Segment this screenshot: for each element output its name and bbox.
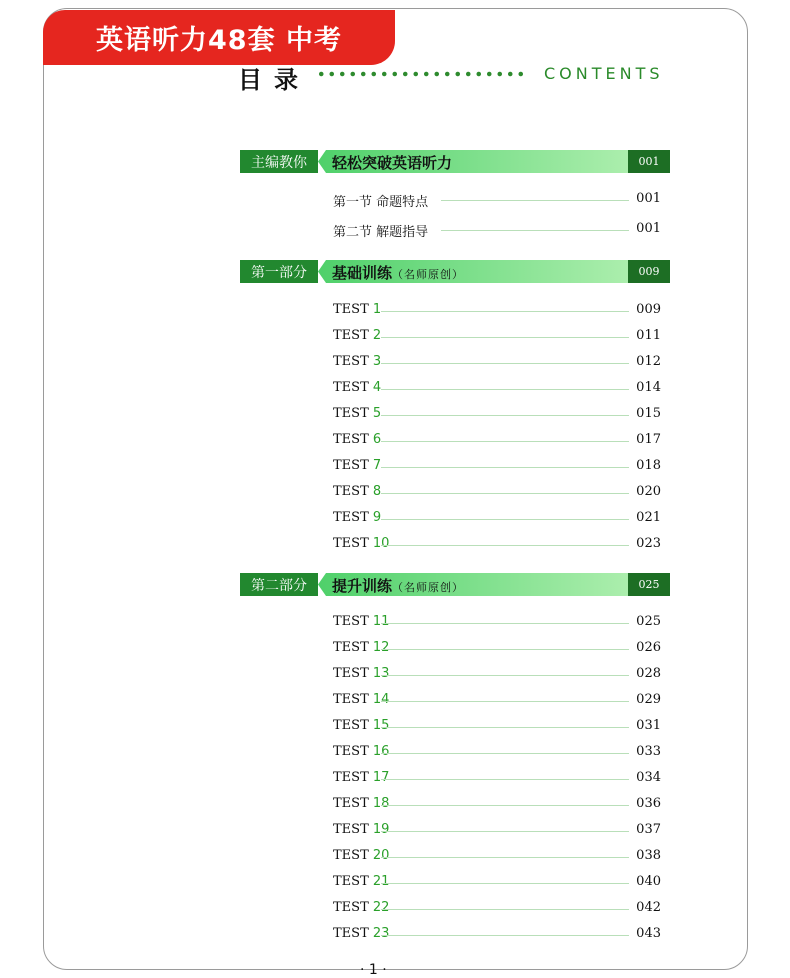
section-title-text: 提升训练 (332, 577, 393, 595)
section-header[interactable] (240, 260, 668, 283)
entry-page-number: 009 (636, 302, 661, 317)
entry-page-number: 011 (636, 328, 661, 343)
toc-title: 目录 (238, 66, 310, 94)
section-title (332, 152, 452, 173)
entry-test-number: 8 (372, 484, 382, 499)
entry-test-number: 12 (372, 640, 390, 655)
entry-label-text: TEST (333, 900, 369, 915)
entry-leader-line (381, 805, 629, 806)
entry-label (333, 484, 381, 499)
entry-page-number: 028 (636, 666, 661, 681)
entry-test-number: 7 (372, 458, 382, 473)
entry-leader-line (381, 935, 629, 936)
entry-test-number: 23 (372, 926, 390, 941)
entry-page-number: 026 (636, 640, 661, 655)
toc-entry[interactable] (333, 926, 661, 944)
entry-label-text: TEST (333, 536, 369, 551)
entry-label-text: TEST (333, 510, 369, 525)
entry-test-number: 18 (372, 796, 390, 811)
entry-test-number: 5 (372, 406, 382, 421)
entry-label-text: TEST (333, 380, 369, 395)
entry-leader-line (381, 883, 629, 884)
entry-page-number: 020 (636, 484, 661, 499)
section-title (332, 262, 464, 283)
entry-label (333, 640, 389, 655)
entry-leader-line (381, 649, 629, 650)
entry-page-number: 034 (636, 770, 661, 785)
entry-leader-line (381, 363, 629, 364)
entry-test-number: 22 (372, 900, 390, 915)
entry-leader-line (381, 467, 629, 468)
entry-label (333, 666, 389, 681)
entry-test-number: 16 (372, 744, 390, 759)
section-page-number: 001 (628, 150, 670, 173)
entry-label-text: TEST (333, 432, 369, 447)
toc-entry[interactable] (333, 302, 661, 320)
entry-label-text: TEST (333, 692, 369, 707)
entry-test-number: 6 (372, 432, 382, 447)
entry-leader-line (381, 519, 629, 520)
entry-test-number: 17 (372, 770, 390, 785)
entry-test-number: 20 (372, 848, 390, 863)
toc-entry[interactable] (333, 510, 661, 528)
toc-entry[interactable] (333, 900, 661, 918)
entry-page-number: 025 (636, 614, 661, 629)
toc-entry[interactable] (333, 328, 661, 346)
entry-label-text: TEST (333, 718, 369, 733)
entry-leader-line (441, 230, 629, 231)
entry-label (333, 302, 381, 317)
entry-label-text: TEST (333, 484, 369, 499)
entry-label (333, 874, 389, 889)
entry-leader-line (381, 831, 629, 832)
entry-label (333, 536, 389, 551)
entry-leader-line (381, 779, 629, 780)
toc-entry[interactable] (333, 432, 661, 450)
entry-label-text: TEST (333, 874, 369, 889)
entry-test-number: 14 (372, 692, 390, 707)
section-title (332, 575, 464, 596)
entry-test-number: 2 (372, 328, 382, 343)
toc-entry[interactable] (333, 536, 661, 554)
entry-label (333, 718, 389, 733)
toc-entry[interactable] (333, 692, 661, 710)
toc-entry[interactable] (333, 796, 661, 814)
section-title-text: 基础训练 (332, 264, 393, 282)
section-tag: 主编教你 (240, 150, 318, 173)
toc-entry[interactable] (333, 848, 661, 866)
entry-page-number: 042 (636, 900, 661, 915)
entry-label (333, 221, 428, 240)
entry-test-number: 21 (372, 874, 390, 889)
entry-test-number: 1 (372, 302, 382, 317)
section-tag: 第一部分 (240, 260, 318, 283)
entry-leader-line (381, 701, 629, 702)
entry-page-number: 021 (636, 510, 661, 525)
entry-label (333, 926, 389, 941)
entry-leader-line (381, 857, 629, 858)
toc-entry[interactable] (333, 640, 661, 658)
section-note: （名师原创） (392, 268, 465, 281)
entry-label (333, 510, 381, 525)
title-dot-leader (316, 67, 528, 81)
entry-label-text: TEST (333, 458, 369, 473)
entry-leader-line (381, 311, 629, 312)
entry-label (333, 458, 381, 473)
entry-label-text: 第一节 命题特点 (333, 195, 429, 210)
section-title-text: 轻松突破英语听力 (332, 154, 453, 172)
entry-label-text: TEST (333, 666, 369, 681)
toc-entry[interactable] (333, 874, 661, 892)
banner-text: 英语听力48套 中考 (96, 25, 342, 56)
entry-label-text: TEST (333, 770, 369, 785)
entry-leader-line (381, 623, 629, 624)
entry-test-number: 4 (372, 380, 382, 395)
entry-label-text: TEST (333, 302, 369, 317)
entry-leader-line (441, 200, 629, 201)
entry-label (333, 328, 381, 343)
section-page-number: 025 (628, 573, 670, 596)
section-page-number: 009 (628, 260, 670, 283)
entry-page-number: 031 (636, 718, 661, 733)
entry-label-text: TEST (333, 848, 369, 863)
entry-page-number: 018 (636, 458, 661, 473)
entry-leader-line (381, 675, 629, 676)
entry-test-number: 19 (372, 822, 390, 837)
entry-page-number: 015 (636, 406, 661, 421)
entry-label-text: TEST (333, 406, 369, 421)
entry-leader-line (381, 441, 629, 442)
entry-page-number: 001 (636, 221, 661, 236)
entry-label (333, 191, 428, 210)
entry-test-number: 15 (372, 718, 390, 733)
entry-leader-line (381, 727, 629, 728)
entry-label-text: TEST (333, 744, 369, 759)
entry-test-number: 3 (372, 354, 382, 369)
entry-label-text: TEST (333, 796, 369, 811)
toc-entry[interactable] (333, 484, 661, 502)
entry-label (333, 380, 381, 395)
entry-leader-line (381, 337, 629, 338)
entry-page-number: 023 (636, 536, 661, 551)
entry-page-number: 043 (636, 926, 661, 941)
page-number: · 1 · (360, 962, 387, 978)
entry-label (333, 796, 389, 811)
entry-label (333, 692, 389, 707)
entry-label-text: TEST (333, 822, 369, 837)
entry-page-number: 017 (636, 432, 661, 447)
entry-leader-line (381, 493, 629, 494)
entry-page-number: 040 (636, 874, 661, 889)
entry-leader-line (381, 909, 629, 910)
entry-page-number: 014 (636, 380, 661, 395)
entry-page-number: 038 (636, 848, 661, 863)
entry-label (333, 432, 381, 447)
toc-entry[interactable] (333, 718, 661, 736)
entry-page-number: 029 (636, 692, 661, 707)
entry-test-number: 13 (372, 666, 390, 681)
toc-entry[interactable] (333, 191, 661, 209)
entry-leader-line (381, 545, 629, 546)
toc-entry[interactable] (333, 822, 661, 840)
section-tag: 第二部分 (240, 573, 318, 596)
entry-page-number: 036 (636, 796, 661, 811)
entry-label-text: TEST (333, 354, 369, 369)
section-header[interactable] (240, 573, 668, 596)
entry-leader-line (381, 415, 629, 416)
entry-page-number: 001 (636, 191, 661, 206)
toc-entry[interactable] (333, 666, 661, 684)
toc-entry[interactable] (333, 770, 661, 788)
entry-label-text: TEST (333, 328, 369, 343)
entry-label (333, 822, 389, 837)
entry-label (333, 354, 381, 369)
entry-test-number: 9 (372, 510, 382, 525)
entry-label-text: TEST (333, 640, 369, 655)
entry-label (333, 614, 389, 629)
toc-entry[interactable] (333, 380, 661, 398)
entry-label-text: TEST (333, 926, 369, 941)
entry-label-text: TEST (333, 614, 369, 629)
entry-label (333, 900, 389, 915)
entry-label (333, 770, 389, 785)
toc-entry[interactable] (333, 744, 661, 762)
entry-test-number: 11 (372, 614, 390, 629)
entry-page-number: 033 (636, 744, 661, 759)
entry-test-number: 10 (372, 536, 390, 551)
section-header[interactable] (240, 150, 668, 173)
toc-entry[interactable] (333, 406, 661, 424)
toc-entry[interactable] (333, 614, 661, 632)
toc-entry[interactable] (333, 221, 661, 239)
contents-label: CONTENTS (544, 64, 664, 83)
entry-label (333, 744, 389, 759)
title-banner (43, 10, 395, 65)
toc-entry[interactable] (333, 458, 661, 476)
entry-label (333, 848, 389, 863)
entry-page-number: 012 (636, 354, 661, 369)
entry-label (333, 406, 381, 421)
section-note: （名师原创） (392, 581, 465, 594)
entry-page-number: 037 (636, 822, 661, 837)
entry-leader-line (381, 389, 629, 390)
entry-label-text: 第二节 解题指导 (333, 225, 429, 240)
entry-leader-line (381, 753, 629, 754)
toc-entry[interactable] (333, 354, 661, 372)
